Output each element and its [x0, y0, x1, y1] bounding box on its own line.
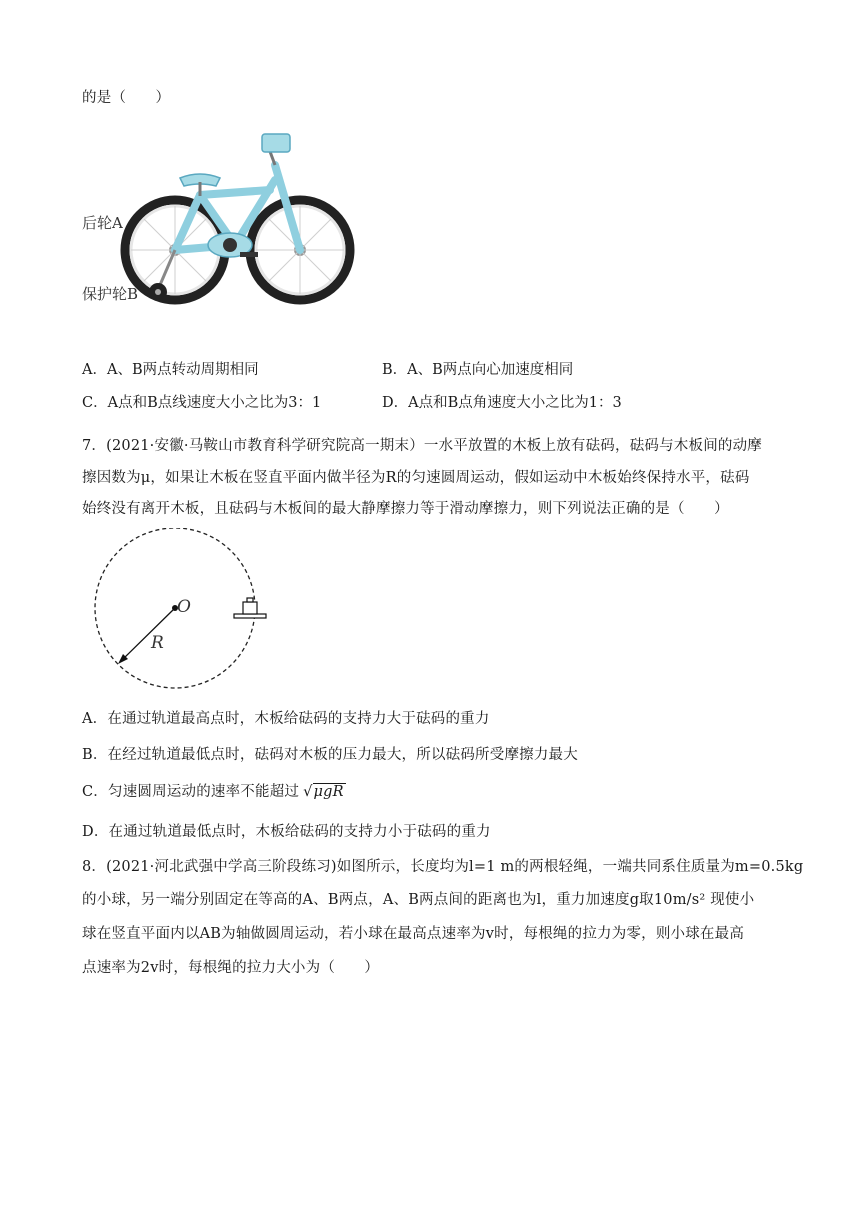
radius-label: R	[151, 633, 164, 653]
q7-stem-line3: 始终没有离开木板，且砝码与木板间的最大静摩擦力等于滑动摩擦力，则下列说法正确的是（ ）	[82, 501, 729, 517]
guard-wheel-label: 保护轮B	[82, 285, 139, 303]
q8-stem-line3: 球在竖直平面内以AB为轴做圆周运动，若小球在最高点速率为v时，每根绳的拉力为零，则小球在最高	[82, 926, 745, 942]
center-label: O	[177, 597, 191, 617]
q6-option-b: B．A、B两点向心加速度相同	[382, 362, 574, 378]
q8-stem-line2: 的小球，另一端分别固定在等高的A、B两点，A、B两点间的距离也为l，重力加速度g取10m/s² 现使小	[82, 892, 755, 908]
sqrt-radicand: μgR	[313, 784, 344, 800]
q7-option-c	[82, 782, 346, 802]
q6-option-a: A．A、B两点转动周期相同	[82, 362, 259, 378]
weight	[243, 602, 257, 614]
q6-option-c: C．A点和B点线速度大小之比为3：1	[82, 395, 322, 411]
bicycle-illustration	[80, 120, 370, 310]
rear-wheel-label: 后轮A	[82, 214, 123, 232]
circle-figure	[88, 528, 278, 698]
sqrt-expression: √μgR	[303, 784, 344, 800]
radius-line	[121, 608, 175, 661]
question-6-tail: 的是（ ）	[82, 90, 171, 106]
q7-stem-line2: 擦因数为μ，如果让木板在竖直平面内做半径为R的匀速圆周运动，假如运动中木板始终保持水平，砝码	[82, 470, 750, 486]
q7-option-c-text: C．匀速圆周运动的速率不能超过	[82, 784, 300, 800]
q7-option-a: A．在通过轨道最高点时，木板给砝码的支持力大于砝码的重力	[82, 711, 490, 727]
q8-stem-line4: 点速率为2v时，每根绳的拉力大小为（ ）	[82, 960, 380, 976]
q8-stem-line1: 8．(2021·河北武强中学高三阶段练习)如图所示，长度均为l=1 m的两根轻绳，一端共同系住质量为m=0.5kg	[82, 859, 804, 875]
q6-option-d: D．A点和B点角速度大小之比为1：3	[382, 395, 622, 411]
q7-stem-line1: 7．(2021·安徽·马鞍山市教育科学研究院高一期末）一水平放置的木板上放有砝码，砝码与木板间的动摩	[82, 438, 762, 454]
q7-option-b: B．在经过轨道最低点时，砝码对木板的压力最大，所以砝码所受摩擦力最大	[82, 747, 578, 763]
bicycle-figure	[80, 120, 370, 310]
q7-option-d: D．在通过轨道最低点时，木板给砝码的支持力小于砝码的重力	[82, 824, 491, 840]
